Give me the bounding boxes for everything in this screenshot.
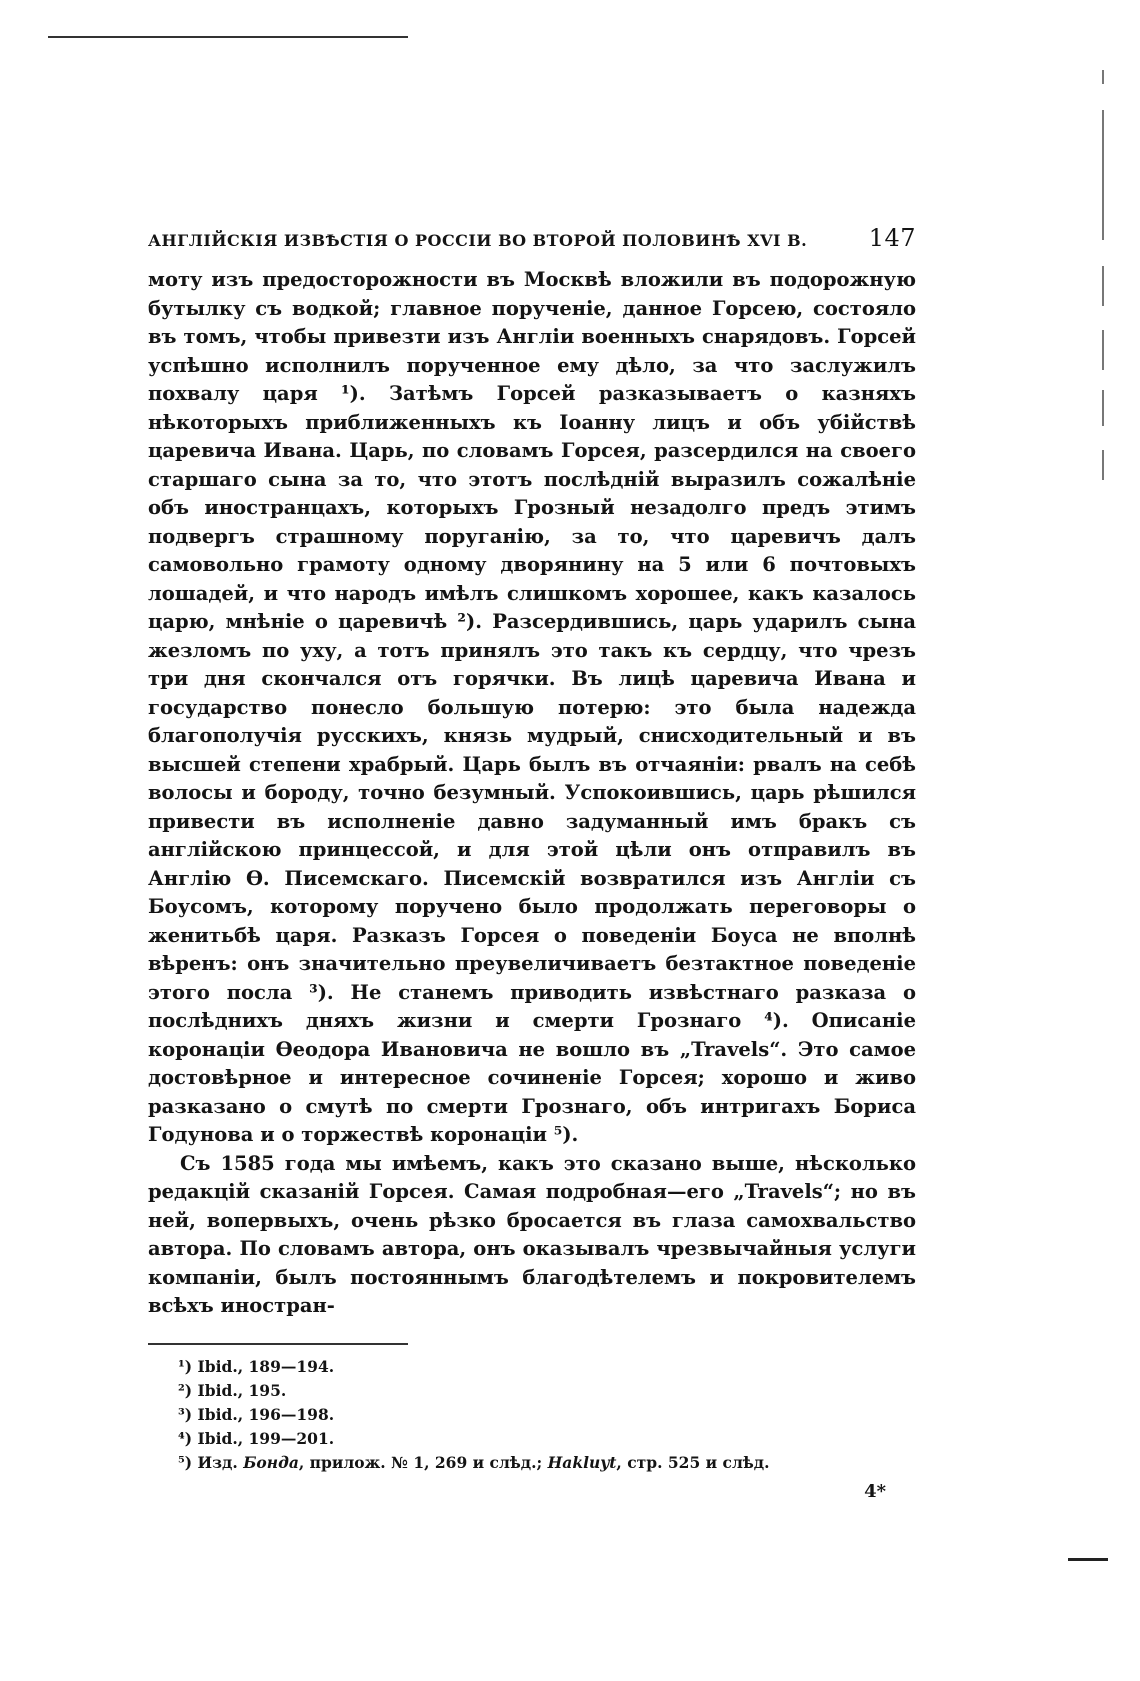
top-rule xyxy=(48,36,408,38)
footnote-rule xyxy=(148,1343,408,1345)
footnote-5-prefix: ⁵) Изд. xyxy=(178,1452,244,1472)
body-text xyxy=(148,266,916,1321)
page xyxy=(148,224,916,1502)
footnotes xyxy=(148,1355,916,1475)
footnote-3: ³) Ibid., 196—198. xyxy=(178,1404,335,1424)
footnote-5-suffix: , стр. 525 и слѣд. xyxy=(616,1452,770,1472)
page-number: 147 xyxy=(868,224,916,252)
running-header xyxy=(148,224,916,252)
footnote-2: ²) Ibid., 195. xyxy=(178,1380,287,1400)
footnote-5-middle: , прилож. № 1, 269 и слѣд.; xyxy=(298,1452,548,1472)
corner-mark xyxy=(1068,1558,1108,1561)
footnote-4: ⁴) Ibid., 199—201. xyxy=(178,1428,335,1448)
footnote-5-bond: Бонда xyxy=(243,1452,299,1472)
margin-marks xyxy=(1102,70,1106,490)
footnote-1: ¹) Ibid., 189—194. xyxy=(178,1356,335,1376)
footnote-5-hakluyt: Hakluyt xyxy=(547,1452,617,1472)
header-title: АНГЛІЙСКІЯ ИЗВѢСТІЯ О РОССІИ ВО ВТОРОЙ ПОЛОВИНѢ XVI В. xyxy=(148,231,808,250)
footnote-5 xyxy=(148,1451,916,1475)
signature-mark: 4* xyxy=(864,1480,886,1502)
paragraph-1: моту изъ предосторожности въ Москвѣ вложили въ подорожную бутылку съ водкой; главное порученіе, данное Горсею, состояло въ томъ, чтобы привезти изъ Англіи военныхъ снарядовъ. Горсей успѣшно исполнилъ порученное ему дѣло, за что заслужилъ похвалу царя ¹). Затѣмъ Горсей разказываетъ о казняхъ нѣкоторыхъ приближенныхъ къ Іоанну лицъ и объ убійствѣ царевича Ивана. Царь, по словамъ Горсея, разсердился на своего старшаго сына за то, что этотъ послѣдній выразилъ сожалѣніе объ иностранцахъ, которыхъ Грозный незадолго предъ этимъ подвергъ страшному поруганію, за то, что царевичъ далъ самовольно грамоту одному дворянину на 5 или 6 почтовыхъ лошадей, и что народъ имѣлъ слишкомъ хорошее, какъ казалось царю, мнѣніе о царевичѣ ²). Разсердившись, царь ударилъ сына жезломъ по уху, а тотъ принялъ это такъ къ сердцу, что чрезъ три дня скончался отъ горячки. Въ лицѣ царевича Ивана и государство понесло большую потерю: это была надежда благополучія русскихъ, князь мудрый, снисходительный и въ высшей степени храбрый. Царь былъ въ отчаяніи: рвалъ на себѣ волосы и бороду, точно безумный. Успокоившись, царь рѣшился привести въ исполненіе давно задуманный имъ бракъ съ англійскою принцессой, и для этой цѣли онъ отправилъ въ Англію Ѳ. Писемскаго. Писемскій возвратился изъ Англіи съ Боусомъ, которому поручено было продолжать переговоры о женитьбѣ царя. Разказъ Горсея о поведеніи Боуса не вполнѣ вѣренъ: онъ значительно преувеличиваетъ безтактное поведеніе этого посла ³). Не станемъ приводить извѣстнаго разказа о послѣднихъ дняхъ жизни и смерти Грознаго ⁴). Описаніе коронаціи Ѳеодора Ивановича не вошло въ „Travels“. Это самое достовѣрное и интересное сочиненіе Горсея; хорошо и живо разказано о смутѣ по смерти Грознаго, объ интригахъ Бориса Годунова и о торжествѣ коронаціи ⁵). xyxy=(148,268,916,1146)
paragraph-2: Съ 1585 года мы имѣемъ, какъ это сказано выше, нѣсколько редакцій сказаній Горсея. Самая подробная—его „Travels“; но въ ней, вопервыхъ, очень рѣзко бросается въ глаза самохвальство автора. По словамъ автора, онъ оказывалъ чрезвычайныя услуги компаніи, былъ постояннымъ благодѣтелемъ и покровителемъ всѣхъ иностран- xyxy=(148,1151,916,1317)
